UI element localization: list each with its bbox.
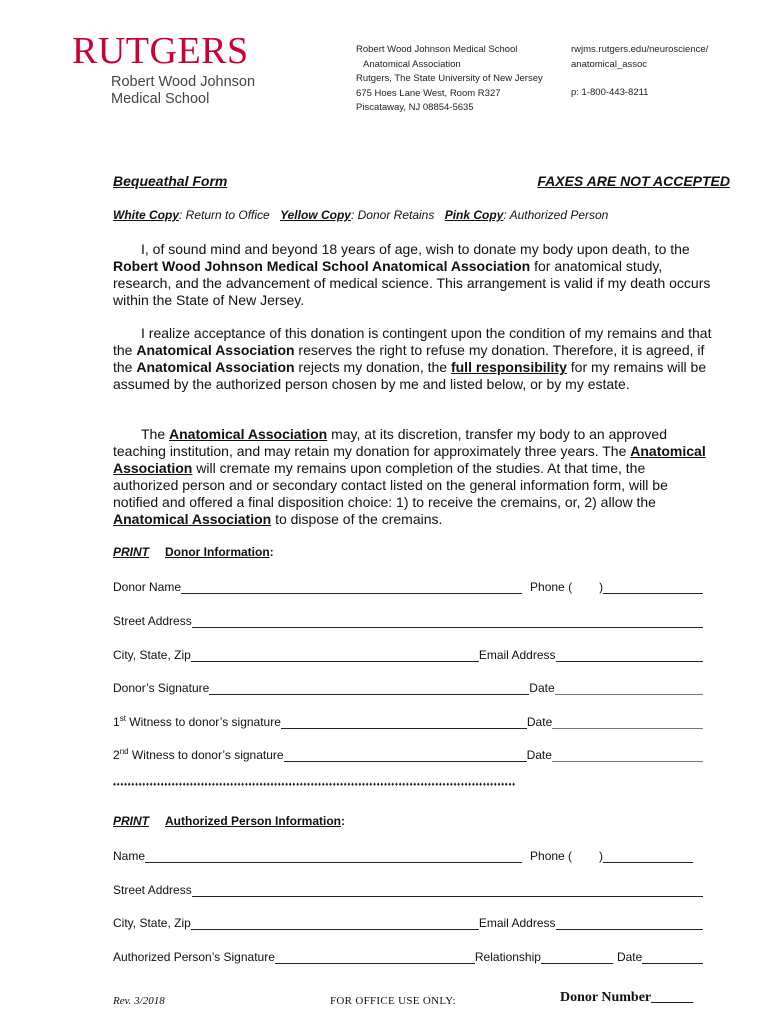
relationship-field[interactable]: [541, 951, 613, 964]
donor-section-heading: PRINT Donor Information:: [113, 545, 274, 559]
donor-email-field[interactable]: [556, 649, 703, 662]
website-url[interactable]: rwjms.rutgers.edu/neuroscience/: [571, 44, 709, 55]
street-label: Street Address: [113, 883, 192, 897]
witness2-label: 2nd Witness to donor’s signature: [113, 747, 284, 762]
copy-text: Return to Office: [185, 208, 270, 222]
web-contact: [571, 43, 708, 101]
authorized-date-field[interactable]: [642, 951, 703, 964]
section-title: Authorized Person Information: [165, 814, 342, 828]
date-label: Date: [529, 681, 555, 695]
witness2-date-field[interactable]: [552, 749, 703, 762]
donor-signature-field[interactable]: [209, 682, 529, 695]
office-use-label: FOR OFFICE USE ONLY:: [330, 995, 456, 1007]
witness2-signature-field[interactable]: [284, 749, 527, 762]
phone-label: Phone (: [530, 849, 573, 863]
donor-number-field[interactable]: Donor Number______: [560, 990, 694, 1005]
witness1-date-field[interactable]: [552, 716, 703, 729]
copy-distribution: White Copy: Return to Office Yellow Copy: Donor Retains Pink Copy: Authorized Person: [113, 208, 609, 222]
donor-street-row: [113, 612, 703, 628]
website-url-cont[interactable]: anatomical_assoc: [571, 58, 648, 70]
donor-phone-field[interactable]: [603, 581, 703, 594]
date-label: Date: [526, 748, 552, 762]
authorized-city-field[interactable]: [191, 917, 479, 930]
authorized-section-heading: PRINT Authorized Person Information:: [113, 814, 346, 828]
copy-label: Pink Copy: [444, 208, 504, 222]
rutgers-logo: RUTGERS: [72, 30, 249, 72]
donor-name-row: Donor Name Phone ( ): [113, 578, 703, 594]
donor-name-label: Donor Name: [113, 580, 182, 594]
email-label: Email Address: [478, 916, 556, 930]
address-line: Robert Wood Johnson Medical School: [356, 44, 518, 55]
date-label: Date: [616, 950, 643, 964]
address-line: Anatomical Association: [363, 58, 461, 70]
paragraph-acceptance: I realize acceptance of this donation is contingent upon the condition of my remains and that the Anatomical Association reserves the right to refuse my donation. Therefore, it is agreed, if the Anatomical Association rejects my donation, the full responsibility for my remains will be assumed by the authorized person chosen by me and listed below, or by my estate.: [113, 325, 712, 392]
donor-date-field[interactable]: [555, 682, 703, 695]
witness1-row: [113, 713, 703, 729]
authorized-street-row: [113, 881, 703, 897]
address-line: Rutgers, The State University of New Jersey: [356, 73, 543, 84]
signature-label: Donor’s Signature: [113, 681, 210, 695]
email-label: Email Address: [478, 648, 556, 662]
phone-number: p: 1-800-443-8211: [571, 87, 649, 98]
school-logo-text: [111, 74, 255, 108]
copy-label: White Copy: [113, 208, 179, 222]
city-label: City, State, Zip: [113, 916, 191, 930]
mailing-address: [356, 43, 543, 116]
copy-text: Donor Retains: [357, 208, 435, 222]
authorized-street-field[interactable]: [192, 884, 703, 897]
donor-name-field[interactable]: [181, 581, 522, 594]
donor-city-field[interactable]: [191, 649, 479, 662]
logo-line-1: Robert Wood Johnson: [111, 74, 256, 90]
authorized-name-field[interactable]: [145, 850, 522, 863]
donor-city-row: [113, 646, 703, 662]
paragraph-transfer: The Anatomical Association may, at its discretion, transfer my body to an approved teaching institution, and may retain my donation for approximately three years. The Anatomical Association will cremate my remains upon completion of the studies. At that time, the authorized person and or secondary contact listed on the general information form, will be notified and offered a final disposition choice: 1) to receive the cremains, or, 2) allow the Anatomical Association to dispose of the cremains.: [113, 426, 706, 527]
copy-text: Authorized Person: [509, 208, 609, 222]
authorized-signature-field[interactable]: [275, 951, 475, 964]
authorized-email-field[interactable]: [556, 917, 703, 930]
authorized-phone-field[interactable]: [603, 850, 693, 863]
phone-label: Phone (: [530, 580, 573, 594]
form-title: Bequeathal Form: [113, 173, 228, 189]
street-label: Street Address: [113, 614, 192, 628]
print-label: PRINT: [113, 545, 149, 559]
copy-label: Yellow Copy: [280, 208, 351, 222]
print-label: PRINT: [113, 814, 149, 828]
date-label: Date: [526, 715, 553, 729]
witness2-row: [113, 746, 703, 762]
donor-street-field[interactable]: [192, 615, 703, 628]
witness1-signature-field[interactable]: [281, 716, 527, 729]
donor-signature-row: [113, 679, 703, 695]
fax-notice: FAXES ARE NOT ACCEPTED: [537, 173, 730, 189]
address-line: Piscataway, NJ 08854-5635: [356, 102, 474, 113]
city-label: City, State, Zip: [113, 648, 191, 662]
relationship-label: Relationship: [474, 950, 541, 964]
signature-label: Authorized Person’s Signature: [113, 950, 275, 964]
logo-line-2: Medical School: [111, 91, 210, 107]
section-title: Donor Information: [165, 545, 270, 559]
section-separator: ♦♦♦♦♦♦♦♦♦♦♦♦♦♦♦♦♦♦♦♦♦♦♦♦♦♦♦♦♦♦♦♦♦♦♦♦♦♦♦♦♦♦♦♦♦♦♦♦♦♦♦♦♦♦♦♦♦♦♦♦♦♦♦♦♦♦♦♦♦♦♦♦♦♦♦♦♦♦♦♦♦♦♦♦♦♦♦♦♦♦♦♦♦♦♦♦♦♦♦♦♦♦♦♦♦♦♦♦♦♦: [113, 782, 516, 788]
authorized-city-row: [113, 914, 703, 930]
revision-date: Rev. 3/2018: [113, 995, 165, 1007]
authorized-name-row: Name Phone ( ): [113, 847, 693, 863]
address-line: 675 Hoes Lane West, Room R327: [356, 87, 501, 99]
name-label: Name: [113, 849, 146, 863]
authorized-signature-row: [113, 948, 703, 964]
witness1-label: 1st Witness to donor’s signature: [113, 714, 281, 729]
paragraph-donation: I, of sound mind and beyond 18 years of age, wish to donate my body upon death, to the Robert Wood Johnson Medical School Anatomical Association for anatomical study, research, and the advancement of medical science. This arrangement is valid if my death occurs within the State of New Jersey.: [113, 241, 711, 308]
